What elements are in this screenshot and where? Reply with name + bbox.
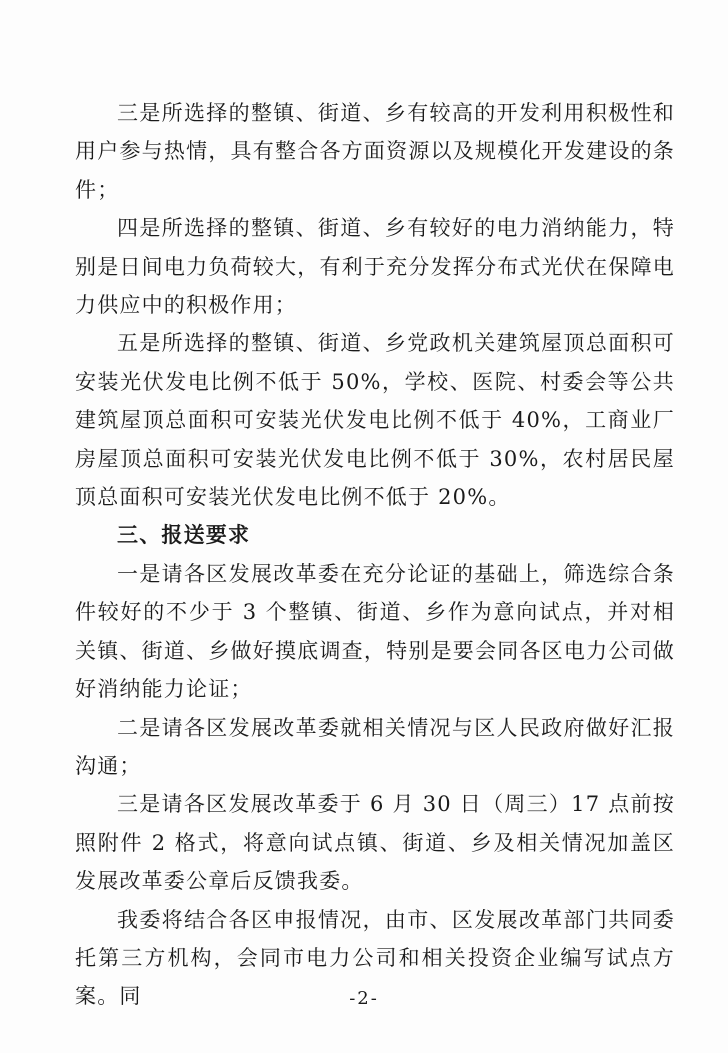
paragraph-criterion-3: 三是所选择的整镇、街道、乡有较高的开发利用积极性和用户参与热情，具有整合各方面资源以及规模化开发建设的条件； <box>75 101 675 202</box>
paragraph-requirement-2: 二是请各区发展改革委就相关情况与区人民政府做好汇报沟通； <box>75 715 675 778</box>
section-heading: 三、报送要求 <box>117 523 251 548</box>
paragraph-requirement-1: 一是请各区发展改革委在充分论证的基础上，筛选综合条件较好的不少于 3 个整镇、街道、乡作为意向试点，并对相关镇、街道、乡做好摸底调查，特别是要会同各区电力公司做好消纳能力论证； <box>75 561 675 702</box>
paragraph-criterion-5: 五是所选择的整镇、街道、乡党政机关建筑屋顶总面积可安装光伏发电比例不低于 50%，学校、医院、村委会等公共建筑屋顶总面积可安装光伏发电比例不低于 40%，工商业厂房屋顶总面积可安装光伏发电比例不低于 30%，农村居民屋顶总面积可安装光伏发电比例不低于 20%。 <box>75 331 675 510</box>
paragraph-criterion-4: 四是所选择的整镇、街道、乡有较好的电力消纳能力，特别是日间电力负荷较大，有利于充分发挥分布式光伏在保障电力供应中的积极作用； <box>75 216 675 318</box>
page-number: -2- <box>349 988 379 1009</box>
paragraph-requirement-3: 三是请各区发展改革委于 6 月 30 日（周三）17 点前按照附件 2 格式，将意向试点镇、街道、乡及相关情况加盖区发展改革委公章后反馈我委。 <box>75 792 675 894</box>
paragraph-closing: 我委将结合各区申报情况，由市、区发展改革部门共同委托第三方机构，会同市电力公司和相关投资企业编写试点方案。同 <box>75 907 675 1009</box>
document-body <box>75 94 675 1016</box>
